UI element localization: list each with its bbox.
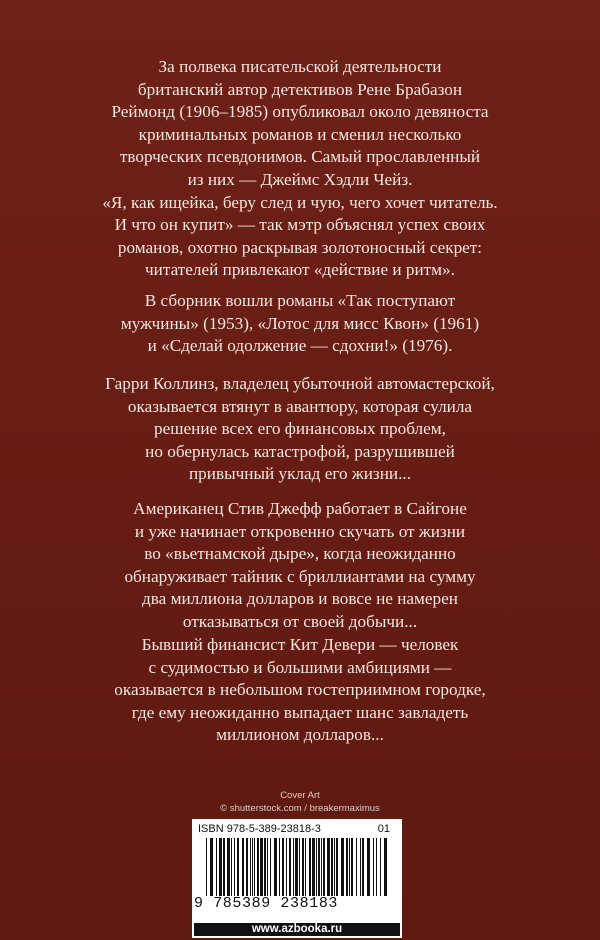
barcode-bar — [321, 838, 322, 896]
text-line: два миллиона долларов и вовсе не намерен — [142, 589, 458, 609]
text-line: с судимостью и большими амбициями — — [148, 657, 452, 677]
barcode-bar — [327, 838, 330, 896]
barcode-bar — [210, 838, 213, 896]
annotation-novel-1 — [0, 373, 600, 486]
barcode-bar — [274, 838, 277, 896]
barcode-panel — [192, 819, 402, 921]
text-line: криминальных романов и сменил несколько — [138, 124, 462, 144]
cover-art-credit: © shutterstock.com / breakermaximus — [220, 803, 380, 814]
annotation-novel-2 — [0, 498, 600, 634]
text-line: Американец Стив Джефф работает в Сайгоне — [133, 499, 467, 518]
annotation-collection-contents — [0, 290, 600, 358]
barcode-bar — [270, 838, 271, 896]
barcode-bar — [206, 838, 207, 896]
barcode-bar — [312, 838, 315, 896]
text-line: но обернулась катастрофой, разрушившей — [145, 441, 455, 461]
barcode-bar — [227, 838, 230, 896]
text-line: и уже начинает откровенно скучать от жизни — [134, 521, 466, 541]
text-line: В сборник вошли романы «Так поступают — [144, 291, 456, 310]
text-line: обнаруживает тайник с бриллиантами на сумму — [124, 566, 476, 586]
text-line: во «вьетнамской дыре», когда неожиданно — [144, 544, 456, 564]
isbn-addon: 01 — [377, 823, 390, 835]
barcode-bar — [380, 838, 381, 896]
barcode-bar — [293, 838, 294, 896]
barcode-bar — [219, 838, 222, 896]
annotation-novel-3 — [0, 634, 600, 747]
barcode-bar — [246, 838, 248, 896]
barcode-bar — [286, 838, 287, 896]
text-line: миллионом долларов... — [216, 725, 384, 745]
barcode-bar — [351, 838, 353, 896]
barcode-bar — [260, 838, 263, 896]
text-line: Гарри Коллинз, владелец убыточной автомастерской, — [105, 374, 495, 393]
text-line: И что он купит» — так мэтр объяснял успех своих — [114, 215, 486, 235]
barcode-bar — [334, 838, 335, 896]
text-line: За полвека писательской деятельности — [158, 57, 442, 76]
barcode-bar — [289, 838, 291, 896]
text-line: и «Сделай одолжение — сдохни!» (1976). — [147, 336, 453, 356]
barcode-bar — [242, 838, 244, 896]
text-line: Реймонд (1906–1985) опубликовал около девяноста — [111, 102, 489, 122]
barcode-bar — [282, 838, 284, 896]
cover-art-label: Cover Art — [280, 790, 320, 801]
text-line: решение всех его финансовых проблем, — [154, 419, 446, 439]
barcode-bar — [331, 838, 333, 896]
barcode-bar — [257, 838, 259, 896]
barcode-bar — [234, 838, 235, 896]
barcode-bar — [305, 838, 306, 896]
text-line: из них — Джеймс Хэдли Чейз. — [187, 169, 413, 189]
barcode-bar — [356, 838, 357, 896]
text-line: романов, охотно раскрывая золотоносный секрет: — [117, 237, 483, 257]
website-url: www.azbooka.ru — [194, 923, 400, 936]
barcode-bar — [316, 838, 317, 896]
barcode-bar — [267, 838, 268, 896]
text-line: отказываться от своей добычи... — [182, 611, 418, 631]
barcode-bar — [373, 838, 374, 896]
barcode-bar — [318, 838, 320, 896]
text-line: мужчины» (1953), «Лотос для мисс Квон» (1961) — [120, 313, 480, 333]
barcode-bar — [252, 838, 253, 896]
text-line: где ему неожиданно выпадает шанс завладеть — [131, 702, 469, 722]
barcode-bar — [216, 838, 217, 896]
barcode-bar — [279, 838, 280, 896]
text-line: привычный уклад его жизни... — [188, 464, 412, 484]
barcode-bar — [367, 838, 370, 896]
text-line: творческих псевдонимов. Самый прославленный — [119, 147, 481, 167]
isbn-row — [198, 823, 396, 837]
barcode-bar — [254, 838, 255, 896]
barcode-bar — [295, 838, 298, 896]
barcode-bar — [376, 838, 377, 896]
barcode-bar — [323, 838, 325, 896]
barcode-bar — [349, 838, 350, 896]
barcode-bar — [299, 838, 300, 896]
barcode-bar — [264, 838, 266, 896]
website-band — [192, 921, 402, 938]
barcode-bar — [237, 838, 239, 896]
text-line: «Я, как ищейка, беру след и чую, чего хочет читатель. — [102, 192, 498, 212]
barcode-bar — [346, 838, 348, 896]
barcode-bar — [250, 838, 251, 896]
barcode-bar — [341, 838, 344, 896]
text-line: читателей привлекают «действие и ритм». — [145, 260, 455, 280]
barcode-bar — [336, 838, 338, 896]
text-line: оказывается втянут в авантюру, которая сулила — [127, 396, 473, 416]
barcode-bar — [223, 838, 225, 896]
barcode-digits: 9 785389 238183 — [194, 895, 339, 912]
text-line: оказывается в небольшом гостеприимном городке, — [114, 680, 486, 700]
text-line: Бывший финансист Кит Девери — человек — [141, 635, 459, 654]
barcode-bar — [231, 838, 232, 896]
annotation-author-intro — [0, 56, 600, 282]
barcode-bar — [362, 838, 364, 896]
barcode-bars — [204, 838, 390, 896]
barcode-bar — [360, 838, 361, 896]
text-line: британский автор детективов Рене Брабазон — [137, 79, 463, 99]
barcode-bar — [302, 838, 304, 896]
isbn-text: ISBN 978-5-389-23818-3 — [198, 823, 321, 835]
barcode-bar — [309, 838, 311, 896]
barcode-bar — [384, 838, 387, 896]
